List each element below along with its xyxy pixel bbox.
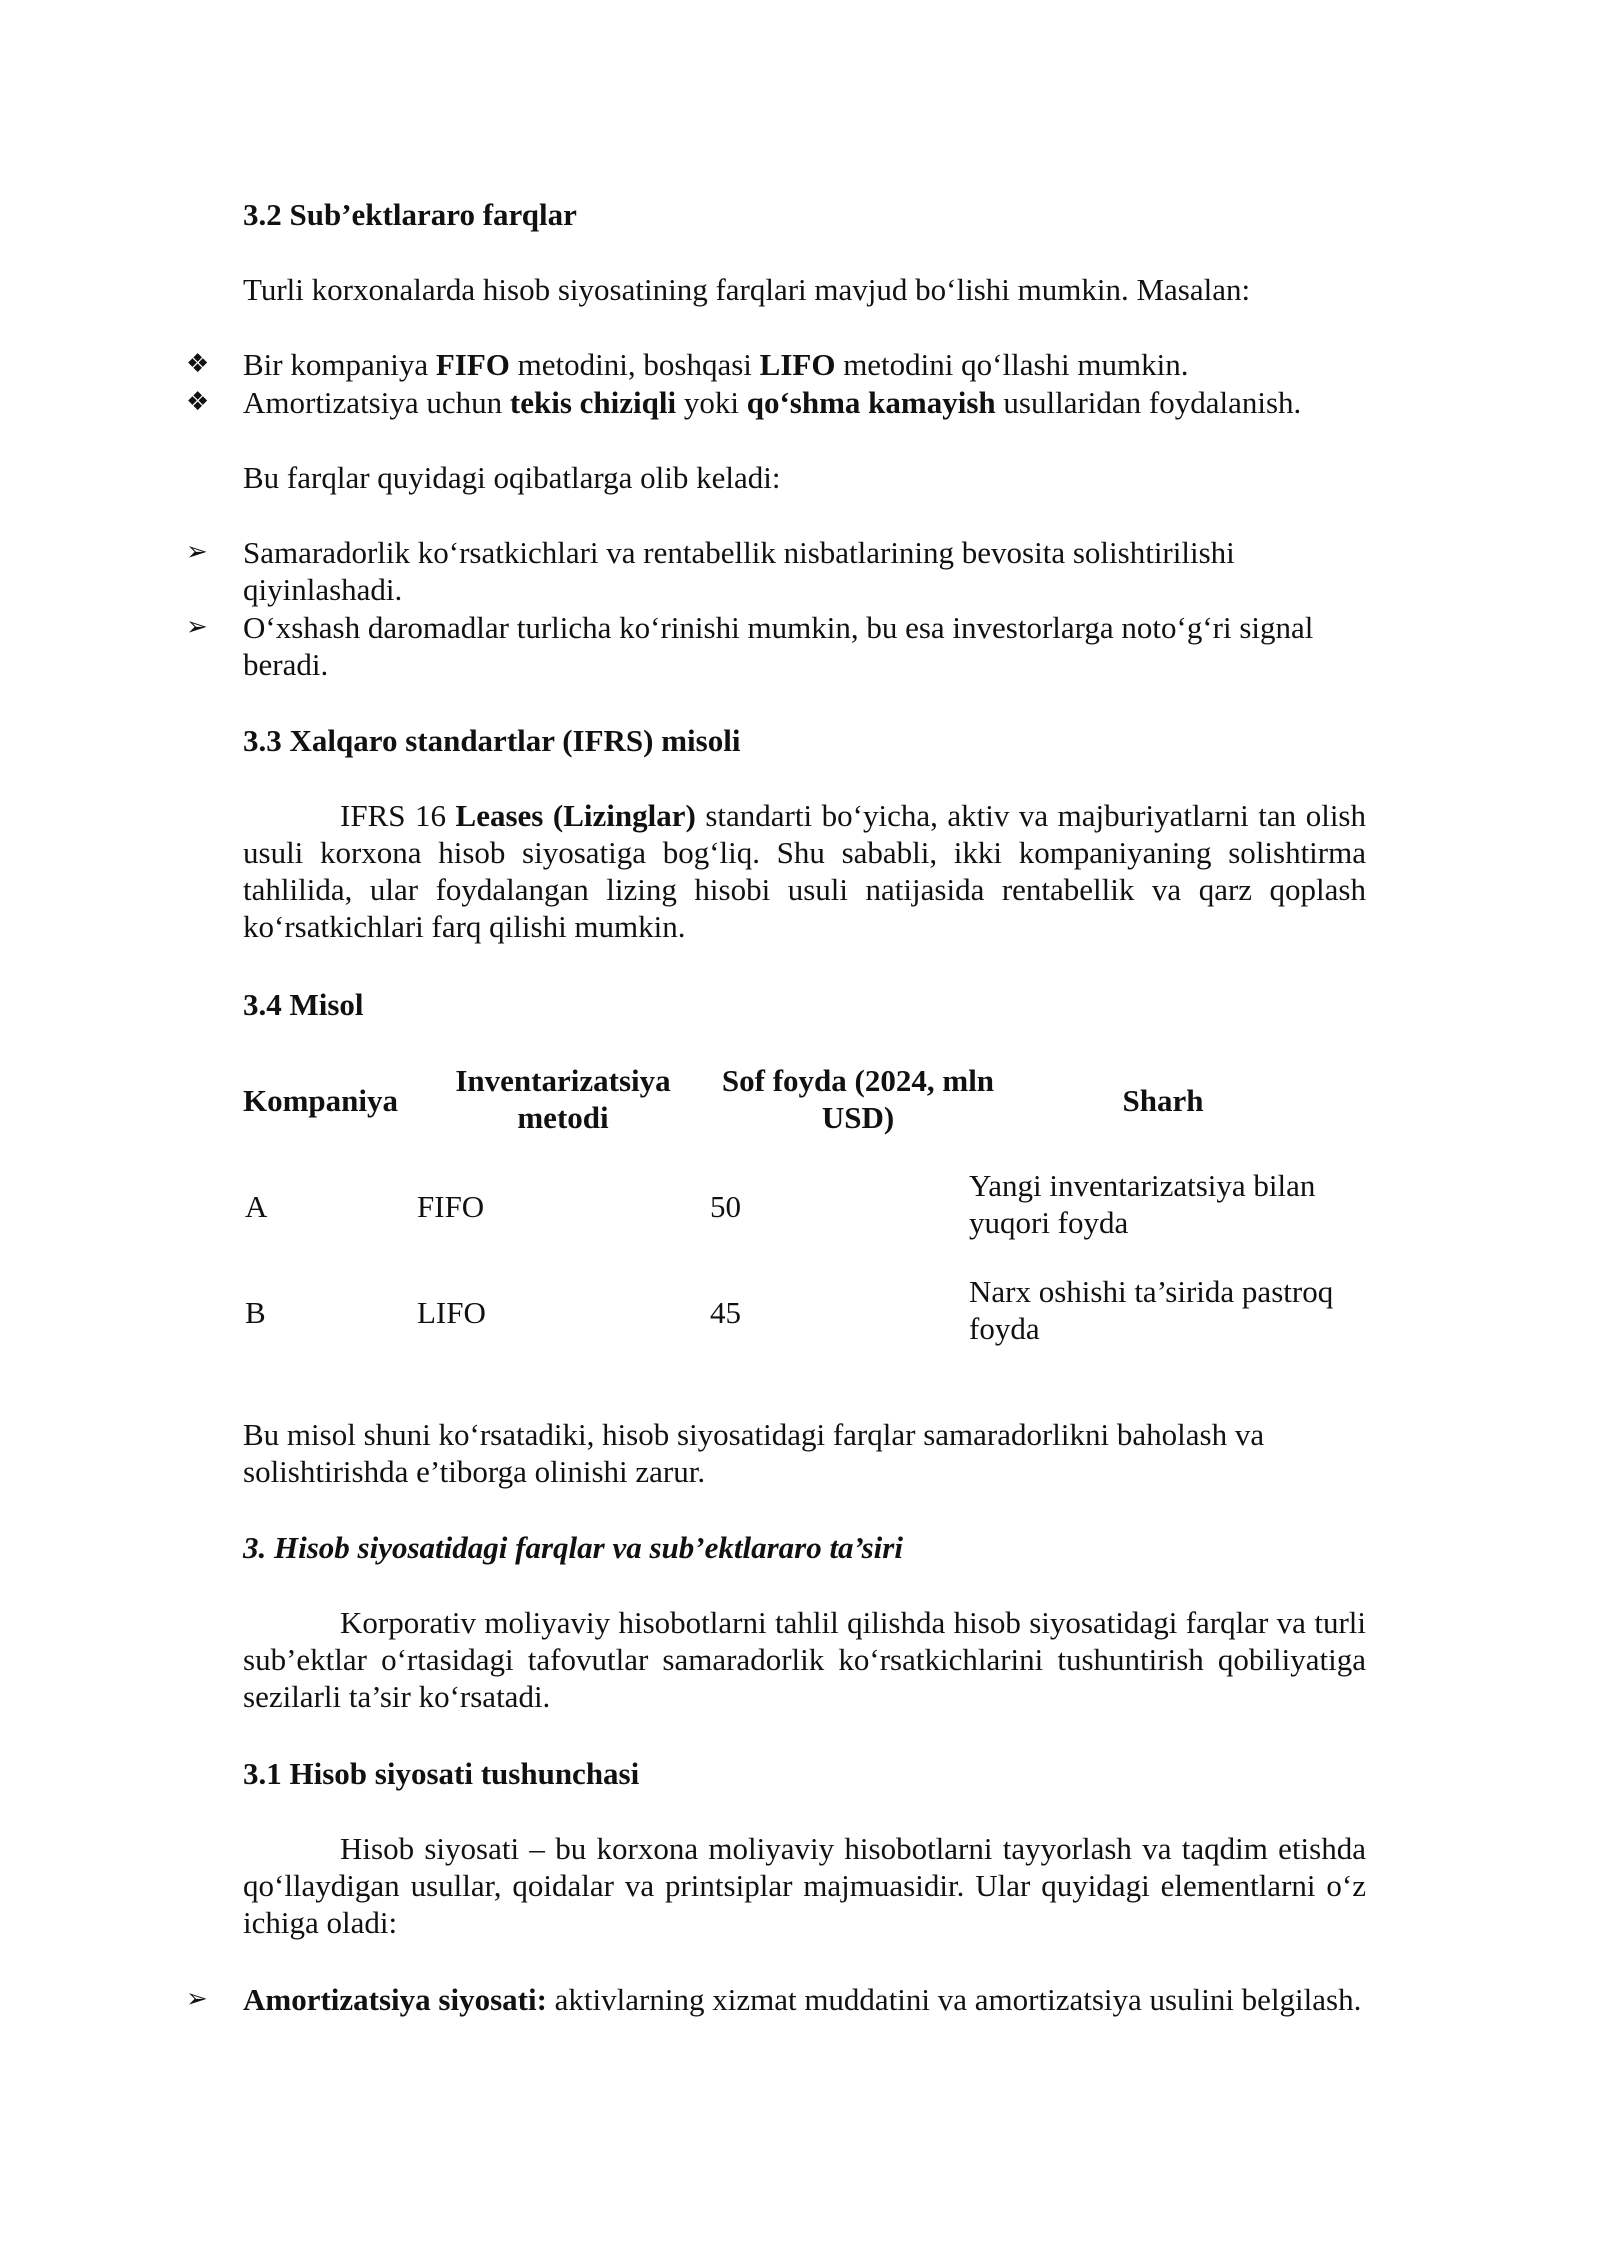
diamond-bullet-icon: ❖ — [186, 349, 210, 379]
section-3-1-title: 3.1 Hisob siyosati tushunchasi — [243, 1756, 640, 1791]
bullet-text: Amortizatsiya siyosati: aktivlarning xizmat muddatini va amortizatsiya usulini belgilash. — [243, 1982, 1362, 2017]
arrow-bullet-icon: ➢ — [186, 612, 208, 642]
bullet-text: Amortizatsiya uchun tekis chiziqli yoki qo‘shma kamayish usullaridan foydalanish. — [243, 385, 1302, 420]
table-header: Sharh — [1122, 1083, 1204, 1118]
table-cell: 45 — [710, 1295, 741, 1330]
table-header: Kompaniya — [243, 1083, 399, 1118]
table-cell: B — [245, 1295, 266, 1330]
table-header: Inventarizatsiya metodi — [455, 1063, 671, 1135]
table-header: Sof foyda (2024, mln USD) — [721, 1063, 995, 1135]
table-cell: A — [245, 1189, 268, 1224]
diamond-bullet-icon: ❖ — [186, 387, 210, 417]
section-3-3-title: 3.3 Xalqaro standartlar (IFRS) misoli — [243, 723, 741, 758]
bullet-text: Bir kompaniya FIFO metodini, boshqasi LIFO metodini qo‘llashi mumkin. — [243, 347, 1189, 382]
table-cell: 50 — [710, 1189, 741, 1224]
section-3-paragraph: Korporativ moliyaviy hisobotlarni tahlil qilishda hisob siyosatidagi farqlar va turli sub’ektlar o‘rtasidagi tafovutlar samaradorlik ko‘rsatkichlarini tushuntirish qobiliyatiga sezilarli ta’sir ko‘rsatadi. — [243, 1605, 1366, 1714]
bullet-text: O‘xshash daromadlar turlicha ko‘rinishi mumkin, bu esa investorlarga noto‘g‘ri signal beradi. — [243, 610, 1314, 682]
section-3-3-paragraph: IFRS 16 Leases (Lizinglar) standarti bo‘yicha, aktiv va majburiyatlarni tan olish usuli korxona hisob siyosatiga bog‘liq. Shu sababli, ikki kompaniyaning solishtirma tahlilida, ular foydalangan lizing hisobi usuli natijasida rentabellik va qarz qoplash ko‘rsatkichlari farq qilishi mumkin. — [243, 798, 1366, 944]
arrow-bullet-icon: ➢ — [186, 1984, 208, 2014]
arrow-bullet-icon: ➢ — [186, 537, 208, 567]
section-3-2-title: 3.2 Sub’ektlararo farqlar — [243, 197, 577, 232]
table-cell: Yangi inventarizatsiya bilan yuqori foyda — [969, 1168, 1316, 1240]
table-cell: FIFO — [417, 1189, 485, 1224]
section-3-title: 3. Hisob siyosatidagi farqlar va sub’ektlararo ta’siri — [243, 1530, 903, 1565]
section-3-4-title: 3.4 Misol — [243, 987, 364, 1022]
table-cell: Narx oshishi ta’sirida pastroq foyda — [969, 1274, 1334, 1346]
bullet-text: Samaradorlik ko‘rsatkichlari va rentabellik nisbatlarining bevosita solishtirilishi qiyinlashadi. — [243, 535, 1235, 607]
section-3-2-intro: Turli korxonalarda hisob siyosatining farqlari mavjud bo‘lishi mumkin. Masalan: — [243, 272, 1251, 307]
section-3-1-paragraph: Hisob siyosati – bu korxona moliyaviy hisobotlarni tayyorlash va taqdim etishda qo‘llaydigan usullar, qoidalar va printsiplar majmuasidir. Ular quyidagi elementlarni o‘z ichiga oladi: — [243, 1831, 1366, 1940]
table-cell: LIFO — [417, 1295, 486, 1330]
section-3-4-conclusion: Bu misol shuni ko‘rsatadiki, hisob siyosatidagi farqlar samaradorlikni baholash va solishtirishda e’tiborga olinishi zarur. — [243, 1417, 1265, 1489]
consequence-intro: Bu farqlar quyidagi oqibatlarga olib keladi: — [243, 460, 781, 495]
